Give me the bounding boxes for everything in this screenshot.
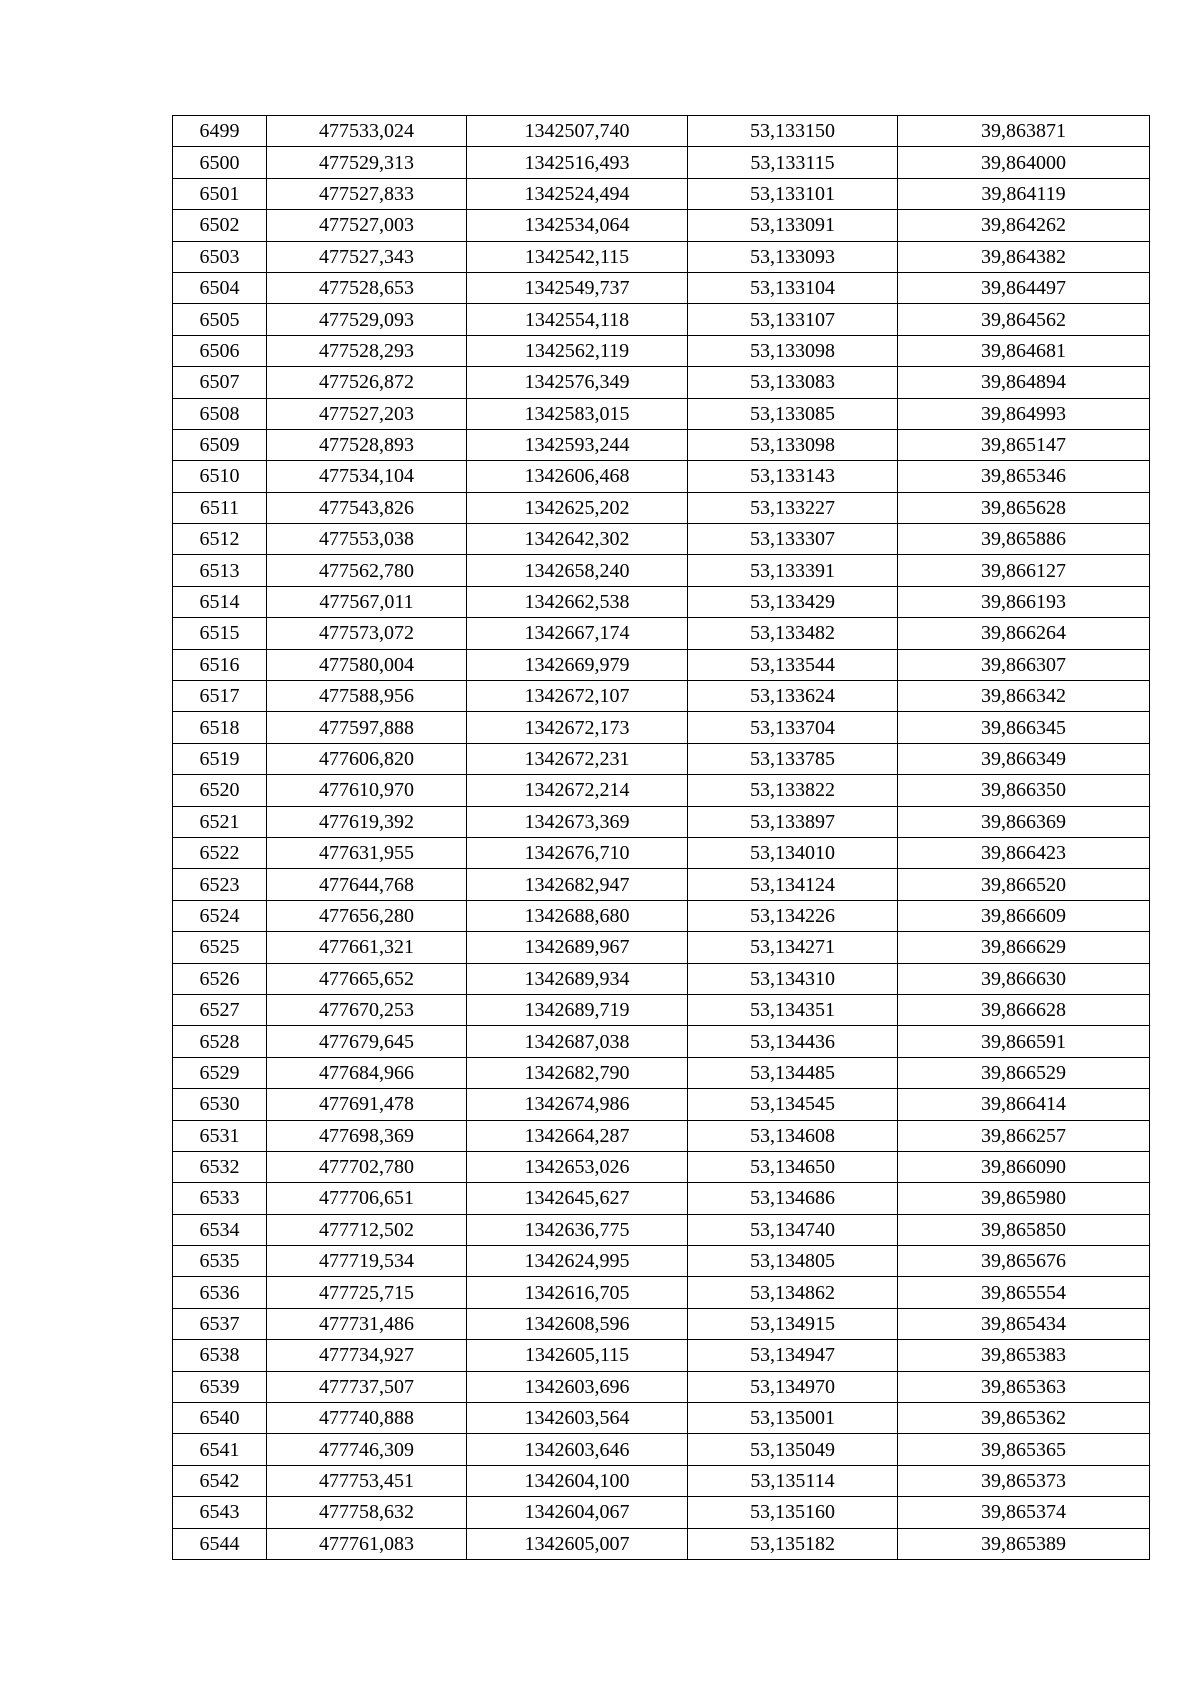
point-number-cell: 6531 [173,1120,267,1151]
longitude-cell: 39,866345 [898,712,1150,743]
point-number-cell: 6543 [173,1497,267,1528]
latitude-cell: 53,134650 [688,1151,898,1182]
table-row [173,367,1150,398]
point-number-cell: 6514 [173,586,267,617]
longitude-cell: 39,864262 [898,210,1150,241]
y-coordinate-cell: 1342624,995 [467,1246,688,1277]
point-number-cell: 6515 [173,618,267,649]
x-coordinate-cell: 477543,826 [267,492,467,523]
point-number-cell: 6507 [173,367,267,398]
x-coordinate-cell: 477679,645 [267,1026,467,1057]
table-row [173,869,1150,900]
y-coordinate-cell: 1342669,979 [467,649,688,680]
y-coordinate-cell: 1342554,118 [467,304,688,335]
point-number-cell: 6512 [173,524,267,555]
point-number-cell: 6499 [173,116,267,147]
x-coordinate-cell: 477562,780 [267,555,467,586]
y-coordinate-cell: 1342645,627 [467,1183,688,1214]
longitude-cell: 39,864000 [898,147,1150,178]
point-number-cell: 6534 [173,1214,267,1245]
latitude-cell: 53,133624 [688,681,898,712]
latitude-cell: 53,133143 [688,461,898,492]
table-row [173,335,1150,366]
table-row [173,1246,1150,1277]
latitude-cell: 53,133091 [688,210,898,241]
latitude-cell: 53,134740 [688,1214,898,1245]
table-row [173,1308,1150,1339]
longitude-cell: 39,866090 [898,1151,1150,1182]
table-row [173,1465,1150,1496]
table-row [173,210,1150,241]
latitude-cell: 53,133150 [688,116,898,147]
table-row [173,147,1150,178]
x-coordinate-cell: 477698,369 [267,1120,467,1151]
y-coordinate-cell: 1342673,369 [467,806,688,837]
x-coordinate-cell: 477737,507 [267,1371,467,1402]
longitude-cell: 39,864993 [898,398,1150,429]
longitude-cell: 39,865434 [898,1308,1150,1339]
x-coordinate-cell: 477644,768 [267,869,467,900]
point-number-cell: 6525 [173,932,267,963]
table-row [173,1120,1150,1151]
coordinates-table [172,115,1150,1560]
table-row [173,241,1150,272]
x-coordinate-cell: 477580,004 [267,649,467,680]
latitude-cell: 53,133107 [688,304,898,335]
latitude-cell: 53,134271 [688,932,898,963]
latitude-cell: 53,133482 [688,618,898,649]
y-coordinate-cell: 1342606,468 [467,461,688,492]
point-number-cell: 6539 [173,1371,267,1402]
point-number-cell: 6524 [173,900,267,931]
latitude-cell: 53,135001 [688,1403,898,1434]
longitude-cell: 39,866193 [898,586,1150,617]
y-coordinate-cell: 1342603,696 [467,1371,688,1402]
longitude-cell: 39,864382 [898,241,1150,272]
latitude-cell: 53,134545 [688,1089,898,1120]
longitude-cell: 39,865147 [898,429,1150,460]
longitude-cell: 39,866529 [898,1057,1150,1088]
point-number-cell: 6538 [173,1340,267,1371]
longitude-cell: 39,866520 [898,869,1150,900]
y-coordinate-cell: 1342682,947 [467,869,688,900]
y-coordinate-cell: 1342672,107 [467,681,688,712]
longitude-cell: 39,866630 [898,963,1150,994]
point-number-cell: 6506 [173,335,267,366]
x-coordinate-cell: 477588,956 [267,681,467,712]
latitude-cell: 53,134226 [688,900,898,931]
latitude-cell: 53,133227 [688,492,898,523]
x-coordinate-cell: 477610,970 [267,775,467,806]
point-number-cell: 6510 [173,461,267,492]
x-coordinate-cell: 477529,093 [267,304,467,335]
x-coordinate-cell: 477527,203 [267,398,467,429]
y-coordinate-cell: 1342524,494 [467,178,688,209]
latitude-cell: 53,133101 [688,178,898,209]
table-row [173,429,1150,460]
point-number-cell: 6537 [173,1308,267,1339]
latitude-cell: 53,134124 [688,869,898,900]
y-coordinate-cell: 1342672,214 [467,775,688,806]
point-number-cell: 6544 [173,1528,267,1559]
longitude-cell: 39,866349 [898,743,1150,774]
table-row [173,1403,1150,1434]
point-number-cell: 6509 [173,429,267,460]
y-coordinate-cell: 1342636,775 [467,1214,688,1245]
latitude-cell: 53,133544 [688,649,898,680]
latitude-cell: 53,134351 [688,994,898,1025]
y-coordinate-cell: 1342605,115 [467,1340,688,1371]
table-row [173,272,1150,303]
x-coordinate-cell: 477606,820 [267,743,467,774]
latitude-cell: 53,134608 [688,1120,898,1151]
longitude-cell: 39,865365 [898,1434,1150,1465]
latitude-cell: 53,133822 [688,775,898,806]
y-coordinate-cell: 1342676,710 [467,837,688,868]
latitude-cell: 53,134436 [688,1026,898,1057]
x-coordinate-cell: 477567,011 [267,586,467,617]
latitude-cell: 53,135160 [688,1497,898,1528]
latitude-cell: 53,134310 [688,963,898,994]
longitude-cell: 39,865374 [898,1497,1150,1528]
longitude-cell: 39,866629 [898,932,1150,963]
x-coordinate-cell: 477527,343 [267,241,467,272]
x-coordinate-cell: 477725,715 [267,1277,467,1308]
table-row [173,461,1150,492]
x-coordinate-cell: 477597,888 [267,712,467,743]
y-coordinate-cell: 1342682,790 [467,1057,688,1088]
y-coordinate-cell: 1342672,231 [467,743,688,774]
point-number-cell: 6500 [173,147,267,178]
x-coordinate-cell: 477527,833 [267,178,467,209]
y-coordinate-cell: 1342542,115 [467,241,688,272]
longitude-cell: 39,865373 [898,1465,1150,1496]
y-coordinate-cell: 1342625,202 [467,492,688,523]
point-number-cell: 6518 [173,712,267,743]
y-coordinate-cell: 1342605,007 [467,1528,688,1559]
longitude-cell: 39,864894 [898,367,1150,398]
longitude-cell: 39,866369 [898,806,1150,837]
table-row [173,1214,1150,1245]
point-number-cell: 6516 [173,649,267,680]
table-row [173,681,1150,712]
y-coordinate-cell: 1342689,719 [467,994,688,1025]
latitude-cell: 53,133098 [688,335,898,366]
table-row [173,932,1150,963]
point-number-cell: 6540 [173,1403,267,1434]
x-coordinate-cell: 477528,653 [267,272,467,303]
longitude-cell: 39,865554 [898,1277,1150,1308]
longitude-cell: 39,865389 [898,1528,1150,1559]
latitude-cell: 53,133704 [688,712,898,743]
y-coordinate-cell: 1342674,986 [467,1089,688,1120]
point-number-cell: 6511 [173,492,267,523]
y-coordinate-cell: 1342604,067 [467,1497,688,1528]
x-coordinate-cell: 477731,486 [267,1308,467,1339]
x-coordinate-cell: 477684,966 [267,1057,467,1088]
table-row [173,1434,1150,1465]
x-coordinate-cell: 477661,321 [267,932,467,963]
x-coordinate-cell: 477526,872 [267,367,467,398]
y-coordinate-cell: 1342667,174 [467,618,688,649]
x-coordinate-cell: 477631,955 [267,837,467,868]
x-coordinate-cell: 477534,104 [267,461,467,492]
point-number-cell: 6532 [173,1151,267,1182]
longitude-cell: 39,866423 [898,837,1150,868]
latitude-cell: 53,134970 [688,1371,898,1402]
x-coordinate-cell: 477746,309 [267,1434,467,1465]
point-number-cell: 6522 [173,837,267,868]
table-row [173,398,1150,429]
table-row [173,1497,1150,1528]
x-coordinate-cell: 477528,293 [267,335,467,366]
y-coordinate-cell: 1342576,349 [467,367,688,398]
x-coordinate-cell: 477719,534 [267,1246,467,1277]
x-coordinate-cell: 477758,632 [267,1497,467,1528]
latitude-cell: 53,133085 [688,398,898,429]
x-coordinate-cell: 477706,651 [267,1183,467,1214]
y-coordinate-cell: 1342603,646 [467,1434,688,1465]
longitude-cell: 39,866307 [898,649,1150,680]
point-number-cell: 6530 [173,1089,267,1120]
point-number-cell: 6503 [173,241,267,272]
table-row [173,116,1150,147]
x-coordinate-cell: 477753,451 [267,1465,467,1496]
table-row [173,492,1150,523]
latitude-cell: 53,135049 [688,1434,898,1465]
y-coordinate-cell: 1342534,064 [467,210,688,241]
table-row [173,618,1150,649]
longitude-cell: 39,865362 [898,1403,1150,1434]
point-number-cell: 6501 [173,178,267,209]
table-row [173,304,1150,335]
longitude-cell: 39,863871 [898,116,1150,147]
latitude-cell: 53,134686 [688,1183,898,1214]
longitude-cell: 39,866342 [898,681,1150,712]
y-coordinate-cell: 1342687,038 [467,1026,688,1057]
longitude-cell: 39,865980 [898,1183,1150,1214]
y-coordinate-cell: 1342507,740 [467,116,688,147]
table-row [173,649,1150,680]
longitude-cell: 39,864119 [898,178,1150,209]
latitude-cell: 53,133307 [688,524,898,555]
x-coordinate-cell: 477670,253 [267,994,467,1025]
point-number-cell: 6521 [173,806,267,837]
y-coordinate-cell: 1342688,680 [467,900,688,931]
x-coordinate-cell: 477619,392 [267,806,467,837]
y-coordinate-cell: 1342562,119 [467,335,688,366]
latitude-cell: 53,133104 [688,272,898,303]
y-coordinate-cell: 1342608,596 [467,1308,688,1339]
x-coordinate-cell: 477740,888 [267,1403,467,1434]
point-number-cell: 6526 [173,963,267,994]
y-coordinate-cell: 1342616,705 [467,1277,688,1308]
y-coordinate-cell: 1342516,493 [467,147,688,178]
longitude-cell: 39,866609 [898,900,1150,931]
y-coordinate-cell: 1342603,564 [467,1403,688,1434]
x-coordinate-cell: 477528,893 [267,429,467,460]
y-coordinate-cell: 1342583,015 [467,398,688,429]
point-number-cell: 6505 [173,304,267,335]
table-row [173,555,1150,586]
y-coordinate-cell: 1342689,934 [467,963,688,994]
latitude-cell: 53,134010 [688,837,898,868]
x-coordinate-cell: 477573,072 [267,618,467,649]
table-row [173,994,1150,1025]
table-row [173,712,1150,743]
y-coordinate-cell: 1342549,737 [467,272,688,303]
point-number-cell: 6536 [173,1277,267,1308]
y-coordinate-cell: 1342662,538 [467,586,688,617]
x-coordinate-cell: 477734,927 [267,1340,467,1371]
y-coordinate-cell: 1342664,287 [467,1120,688,1151]
longitude-cell: 39,865676 [898,1246,1150,1277]
table-row [173,586,1150,617]
longitude-cell: 39,865628 [898,492,1150,523]
latitude-cell: 53,134862 [688,1277,898,1308]
point-number-cell: 6504 [173,272,267,303]
point-number-cell: 6517 [173,681,267,712]
longitude-cell: 39,865850 [898,1214,1150,1245]
latitude-cell: 53,134947 [688,1340,898,1371]
table-row [173,1057,1150,1088]
table-row [173,1528,1150,1559]
latitude-cell: 53,133115 [688,147,898,178]
y-coordinate-cell: 1342653,026 [467,1151,688,1182]
latitude-cell: 53,134485 [688,1057,898,1088]
point-number-cell: 6502 [173,210,267,241]
table-row [173,900,1150,931]
longitude-cell: 39,865886 [898,524,1150,555]
latitude-cell: 53,133098 [688,429,898,460]
x-coordinate-cell: 477691,478 [267,1089,467,1120]
point-number-cell: 6523 [173,869,267,900]
latitude-cell: 53,133083 [688,367,898,398]
point-number-cell: 6541 [173,1434,267,1465]
coordinates-table-body [173,116,1150,1560]
longitude-cell: 39,866127 [898,555,1150,586]
x-coordinate-cell: 477656,280 [267,900,467,931]
table-row [173,963,1150,994]
table-row [173,524,1150,555]
x-coordinate-cell: 477553,038 [267,524,467,555]
longitude-cell: 39,864562 [898,304,1150,335]
longitude-cell: 39,865363 [898,1371,1150,1402]
latitude-cell: 53,133897 [688,806,898,837]
longitude-cell: 39,864681 [898,335,1150,366]
point-number-cell: 6527 [173,994,267,1025]
longitude-cell: 39,866350 [898,775,1150,806]
x-coordinate-cell: 477761,083 [267,1528,467,1559]
table-row [173,1371,1150,1402]
table-row [173,1026,1150,1057]
table-row [173,837,1150,868]
table-row [173,1183,1150,1214]
y-coordinate-cell: 1342672,173 [467,712,688,743]
table-row [173,178,1150,209]
point-number-cell: 6529 [173,1057,267,1088]
x-coordinate-cell: 477533,024 [267,116,467,147]
latitude-cell: 53,133391 [688,555,898,586]
y-coordinate-cell: 1342642,302 [467,524,688,555]
table-row [173,1277,1150,1308]
longitude-cell: 39,866264 [898,618,1150,649]
latitude-cell: 53,135182 [688,1528,898,1559]
y-coordinate-cell: 1342604,100 [467,1465,688,1496]
y-coordinate-cell: 1342689,967 [467,932,688,963]
table-row [173,1340,1150,1371]
table-row [173,743,1150,774]
point-number-cell: 6508 [173,398,267,429]
point-number-cell: 6535 [173,1246,267,1277]
y-coordinate-cell: 1342593,244 [467,429,688,460]
longitude-cell: 39,864497 [898,272,1150,303]
longitude-cell: 39,866628 [898,994,1150,1025]
y-coordinate-cell: 1342658,240 [467,555,688,586]
longitude-cell: 39,865346 [898,461,1150,492]
latitude-cell: 53,133093 [688,241,898,272]
x-coordinate-cell: 477529,313 [267,147,467,178]
latitude-cell: 53,134805 [688,1246,898,1277]
latitude-cell: 53,135114 [688,1465,898,1496]
x-coordinate-cell: 477527,003 [267,210,467,241]
x-coordinate-cell: 477702,780 [267,1151,467,1182]
point-number-cell: 6520 [173,775,267,806]
latitude-cell: 53,133785 [688,743,898,774]
longitude-cell: 39,865383 [898,1340,1150,1371]
latitude-cell: 53,134915 [688,1308,898,1339]
point-number-cell: 6542 [173,1465,267,1496]
longitude-cell: 39,866257 [898,1120,1150,1151]
x-coordinate-cell: 477665,652 [267,963,467,994]
point-number-cell: 6519 [173,743,267,774]
table-row [173,806,1150,837]
point-number-cell: 6533 [173,1183,267,1214]
longitude-cell: 39,866591 [898,1026,1150,1057]
table-row [173,775,1150,806]
point-number-cell: 6513 [173,555,267,586]
x-coordinate-cell: 477712,502 [267,1214,467,1245]
table-row [173,1089,1150,1120]
longitude-cell: 39,866414 [898,1089,1150,1120]
table-row [173,1151,1150,1182]
point-number-cell: 6528 [173,1026,267,1057]
latitude-cell: 53,133429 [688,586,898,617]
